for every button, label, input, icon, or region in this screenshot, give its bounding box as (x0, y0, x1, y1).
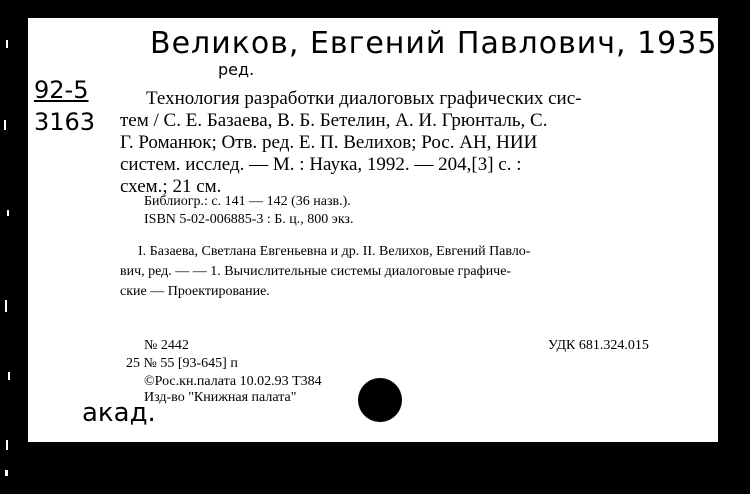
catalog-card (28, 18, 718, 442)
added-entries-line-3: ские — Проектирование. (120, 284, 270, 299)
handwritten-author-heading: Великов, Евгений Павлович, 1935 (150, 26, 718, 61)
handwritten-shelf-mark-1: 92-5 (34, 76, 89, 104)
handwritten-footer-note: акад. (82, 398, 156, 428)
title-line-3: Г. Романюк; Отв. ред. Е. П. Велихов; Рос. АН, НИИ (120, 132, 538, 153)
order-line: 25 № 55 [93-645] п (126, 356, 238, 371)
bibliography-note: Библиогр.: с. 141 — 142 (36 назв.). (144, 194, 351, 209)
publisher-line-2: Изд-во "Книжная палата" (144, 390, 297, 405)
title-line-2: тем / С. Е. Базаева, В. Б. Бетелин, А. И. Грюнталь, С. (120, 110, 548, 131)
handwritten-editor-note: ред. (218, 60, 255, 79)
handwritten-shelf-mark-2: 3163 (34, 108, 96, 136)
udc-code: УДК 681.324.015 (548, 338, 649, 353)
isbn-line: ISBN 5-02-006885-3 : Б. ц., 800 экз. (144, 212, 354, 227)
publisher-line-1: ©Рос.кн.палата 10.02.93 Т384 (144, 374, 322, 389)
title-line-1: Технология разработки диалоговых графических сис- (146, 88, 582, 109)
added-entries-line-2: вич, ред. — — 1. Вычислительные системы диалоговые графиче- (120, 264, 512, 279)
ink-stamp-dot (358, 378, 402, 422)
title-line-5: схем.; 21 см. (120, 176, 222, 197)
card-number: № 2442 (144, 338, 189, 353)
title-line-4: систем. исслед. — М. : Наука, 1992. — 204,[3] с. : (120, 154, 522, 175)
added-entries-line-1: I. Базаева, Светлана Евгеньевна и др. II. Велихов, Евгений Павло- (138, 244, 531, 259)
